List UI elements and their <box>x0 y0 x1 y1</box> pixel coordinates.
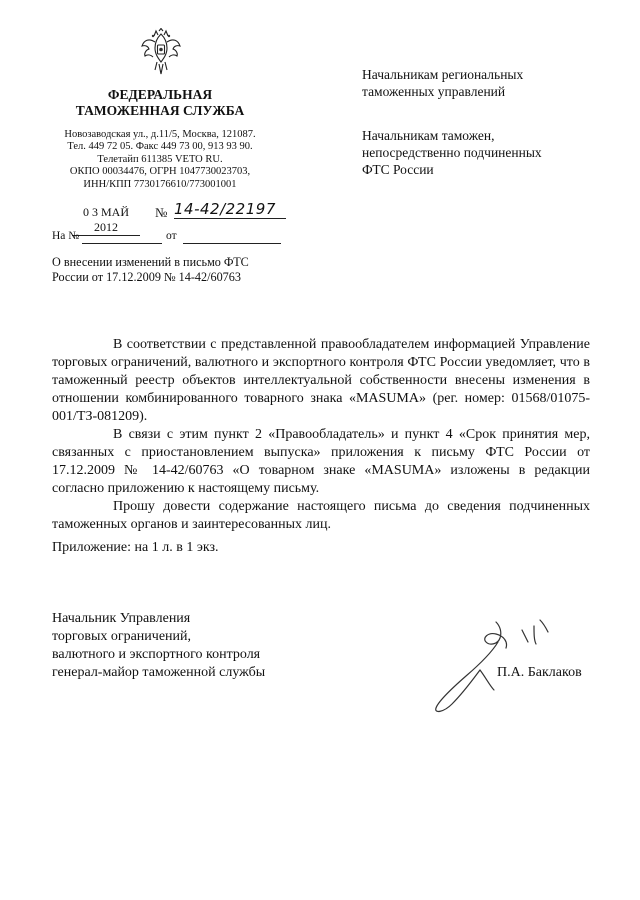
body-paragraph: В соответствии с представленной правообладателем информацией Управление торговых ограничений, валютного и экспортного контроля ФТС России уведомляет, что в таможенный реестр объектов интеллектуальной собственности внесены изменения в отношении комбинированного товарного знака «MASUMA» (рег. номер: 01568/01075-001/ТЗ-081209). <box>52 337 590 424</box>
position-line: генерал-майор таможенной службы <box>52 665 266 680</box>
address-line: Новозаводская ул., д.11/5, Москва, 121087. <box>64 129 256 140</box>
subject-line: О внесении изменений в письмо ФТС <box>52 255 249 269</box>
body-paragraph: В связи с этим пункт 2 «Правообладатель» и пункт 4 «Срок принятия мер, связанных с приостановлением выпуска» приложения к письму ФТС России от 17.12.2009 № 14-42/60763 «О товарном знаке «MASUMA» изложены в редакции согласно приложению к настоящему письму. <box>52 427 590 496</box>
org-name-line2: ТАМОЖЕННАЯ СЛУЖБА <box>75 103 245 118</box>
reference-label: На № <box>52 230 80 242</box>
number-sign: № <box>155 205 168 220</box>
recipient-block <box>362 66 523 100</box>
attachment-note: Приложение: на 1 л. в 1 экз. <box>52 540 219 555</box>
registration-date: 0 3 МАЙ 2012 <box>72 205 140 236</box>
address-line: Тел. 449 72 05. Факс 449 73 00, 913 93 90. <box>67 141 253 153</box>
address-line: ОКПО 00034476, ОГРН 1047730023703, <box>69 166 251 178</box>
subject-line: России от 17.12.2009 № 14-42/60763 <box>52 270 241 284</box>
recipient-line: непосредственно подчиненных <box>362 145 542 160</box>
address-line: Телетайп 611385 VETO RU. <box>97 153 223 165</box>
reference-date-line <box>183 242 281 244</box>
position-line: валютного и экспортного контроля <box>52 647 261 662</box>
reference-from-label: от <box>166 230 177 242</box>
signatory-position <box>52 610 265 682</box>
organization-name <box>60 87 260 119</box>
registration-number: 14-42/22197 <box>174 200 286 219</box>
recipient-line: Начальникам региональных <box>362 67 524 82</box>
signatory-name: П.А. Баклаков <box>497 665 582 680</box>
organization-address <box>40 129 280 191</box>
position-line: Начальник Управления <box>52 611 191 626</box>
recipient-line: ФТС России <box>362 162 434 177</box>
letter-body <box>52 336 590 534</box>
body-paragraph: Прошу довести содержание настоящего письма до сведения подчиненных таможенных органов и заинтересованных лиц. <box>52 499 590 532</box>
recipient-line: Начальникам таможен, <box>362 128 495 143</box>
position-line: торговых ограничений, <box>52 629 192 644</box>
recipient-line: таможенных управлений <box>362 84 506 99</box>
org-name-line1: ФЕДЕРАЛЬНАЯ <box>107 87 213 102</box>
address-line: ИНН/КПП 7730176610/773001001 <box>83 178 237 190</box>
letter-subject <box>52 255 292 285</box>
reference-number-line <box>82 242 162 244</box>
coat-of-arms-emblem <box>139 28 183 76</box>
recipient-block <box>362 127 542 178</box>
